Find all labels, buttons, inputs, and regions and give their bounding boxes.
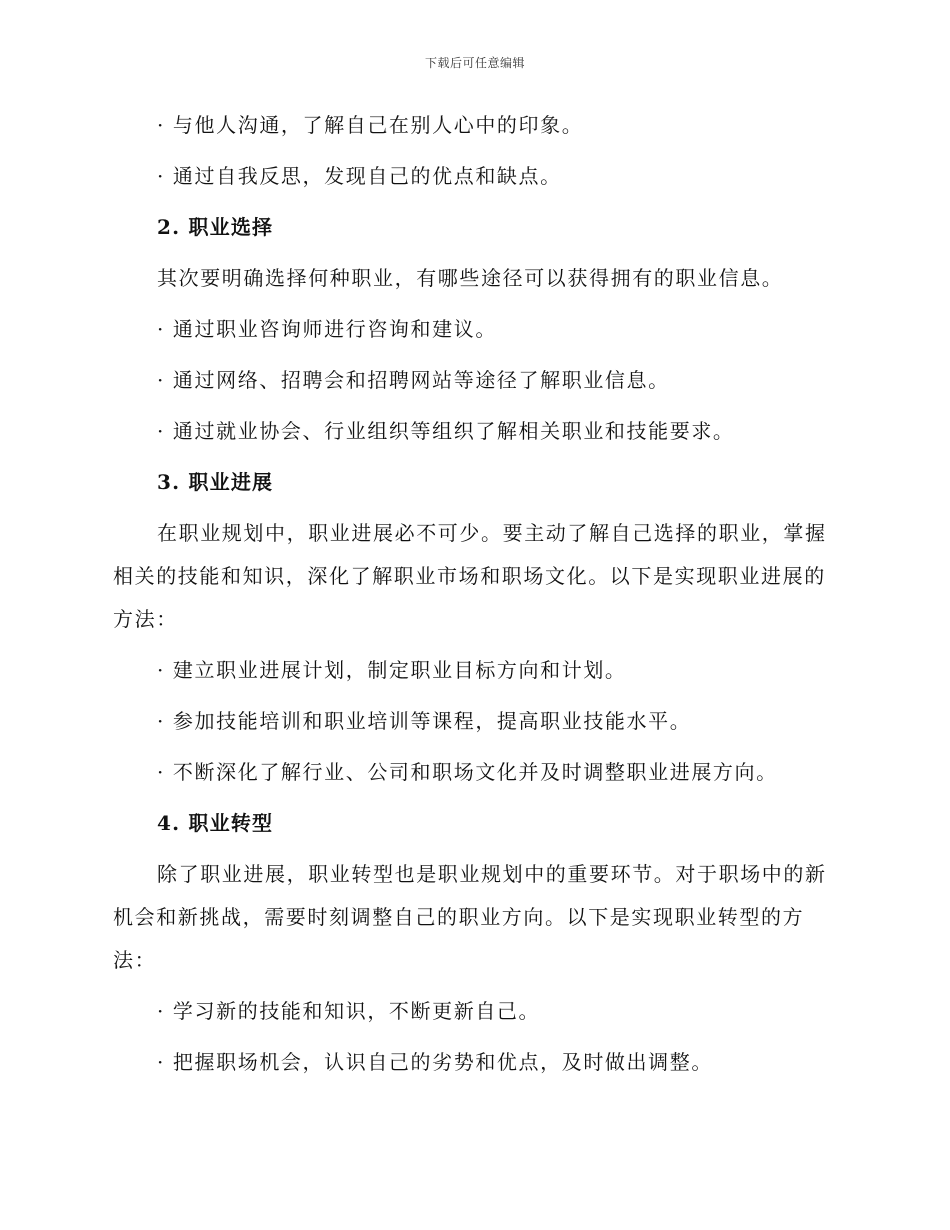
section-heading-career-choice: 2. 职业选择: [157, 215, 274, 239]
paragraph-line: 法：: [113, 948, 157, 972]
page-header: 下载后可任意编辑: [424, 56, 525, 70]
section-heading-career-transition: 4. 职业转型: [157, 811, 274, 835]
paragraph-career-progress: [113, 512, 833, 641]
paragraph-career-choice: [113, 257, 833, 300]
bullet-industry-culture: · 不断深化了解行业、公司和职场文化并及时调整职业进展方向。: [157, 760, 778, 784]
bullet-online-job-fairs: · 通过网络、招聘会和招聘网站等途径了解职业信息。: [157, 368, 670, 392]
paragraph-line: 方法：: [113, 607, 178, 631]
bullet-self-reflection: · 通过自我反思，发现自己的优点和缺点。: [157, 164, 562, 188]
section-heading-career-progress: 3. 职业进展: [157, 470, 274, 494]
bullet-seize-opportunities: · 把握职场机会，认识自己的劣势和优点，及时做出调整。: [157, 1050, 713, 1074]
bullet-communicate: · 与他人沟通，了解自己在别人心中的印象。: [157, 113, 584, 137]
document-body: [113, 104, 833, 1092]
paragraph-line: 相关的技能和知识，深化了解职业市场和职场文化。以下是实现职业进展的: [113, 564, 826, 588]
bullet-progress-plan: · 建立职业进展计划，制定职业目标方向和计划。: [157, 658, 627, 682]
bullet-career-counselor: · 通过职业咨询师进行咨询和建议。: [157, 317, 497, 341]
paragraph-line: 机会和新挑战，需要时刻调整自己的职业方向。以下是实现职业转型的方: [113, 905, 805, 929]
bullet-skill-training: · 参加技能培训和职业培训等课程，提高职业技能水平。: [157, 709, 692, 733]
bullet-learn-new-skills: · 学习新的技能和知识，不断更新自己。: [157, 999, 541, 1023]
paragraph-line: 除了职业进展，职业转型也是职业规划中的重要环节。对于职场中的新: [157, 862, 827, 886]
bullet-associations: · 通过就业协会、行业组织等组织了解相关职业和技能要求。: [157, 419, 735, 443]
paragraph-line: 其次要明确选择何种职业，有哪些途径可以获得拥有的职业信息。: [157, 266, 784, 290]
paragraph-line: 在职业规划中，职业进展必不可少。要主动了解自己选择的职业，掌握: [157, 521, 827, 545]
paragraph-career-transition: [113, 853, 833, 982]
